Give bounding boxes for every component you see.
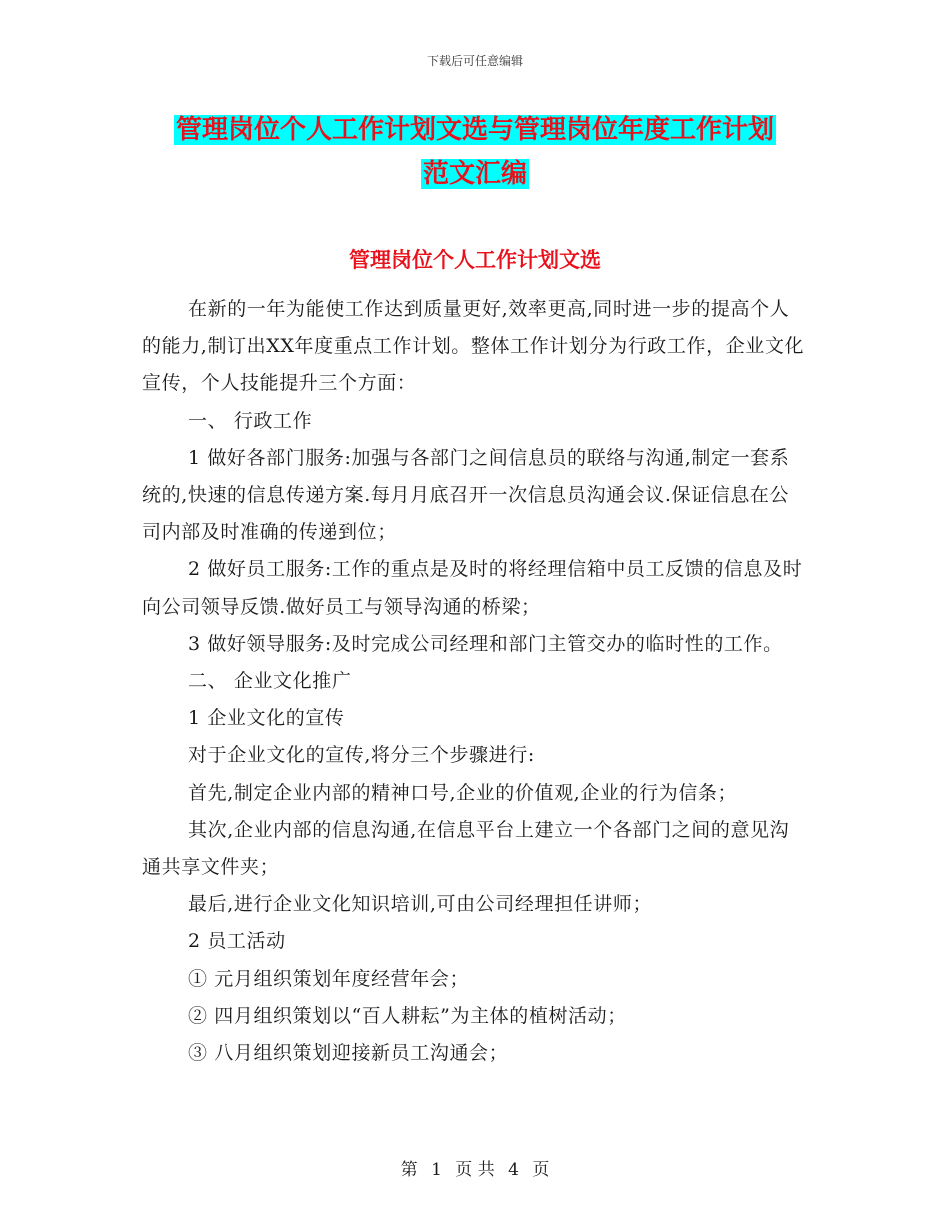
header-note: 下载后可任意编辑	[426, 54, 523, 68]
document-body	[142, 291, 808, 1072]
paragraph: 2 员工活动	[188, 930, 286, 953]
paragraph: 一、 行政工作	[188, 409, 313, 432]
paragraph: 在新的一年为能使工作达到质量更好,效率更高,同时进一步的提高个人的能力,制订出XX年度重点工作计划。整体工作计划分为行政工作，企业文化宣传，个人技能提升三个方面：	[142, 298, 805, 395]
paragraph: 1 做好各部门服务:加强与各部门之间信息员的联络与沟通,制定一套系统的,快速的信息传递方案.每月月底召开一次信息员沟通会议.保证信息在公司内部及时准确的传递到位；	[142, 446, 790, 544]
paragraph: 3 做好领导服务:及时完成公司经理和部门主管交办的临时性的工作。	[188, 632, 783, 655]
total-pages: 4	[508, 1160, 519, 1180]
paragraph: ① 元月组织策划年度经营年会；	[188, 967, 470, 990]
paragraph: ② 四月组织策划以“百人耕耘”为主体的植树活动；	[188, 1004, 627, 1027]
paragraph: 首先,制定企业内部的精神口号,企业的价值观,企业的行为信条；	[188, 781, 738, 804]
paragraph: ③ 八月组织策划迎接新员工沟通会；	[188, 1042, 509, 1065]
footer-label-of: 页 共	[455, 1160, 495, 1180]
paragraph: 2 做好员工服务:工作的重点是及时的将经理信箱中员工反馈的信息及时向公司领导反馈.做好员工与领导沟通的桥梁；	[142, 558, 803, 618]
document-title	[140, 108, 810, 196]
document-title-line-1: 管理岗位个人工作计划文选与管理岗位年度工作计划	[175, 115, 774, 145]
paragraph: 对于企业文化的宣传,将分三个步骤进行:	[188, 744, 535, 767]
paragraph: 1 企业文化的宣传	[188, 707, 345, 730]
section-title: 管理岗位个人工作计划文选	[349, 248, 601, 272]
document-title-line-2: 范文汇编	[422, 159, 527, 189]
paragraph: 其次,企业内部的信息沟通,在信息平台上建立一个各部门之间的意见沟通共享文件夹；	[142, 818, 790, 879]
page-footer	[0, 1155, 950, 1180]
paragraph: 二、 企业文化推广	[188, 670, 352, 693]
footer-label-end: 页	[532, 1160, 550, 1180]
paragraph: 最后,进行企业文化知识培训,可由公司经理担任讲师；	[188, 893, 653, 916]
page-number: 1	[431, 1160, 442, 1180]
footer-label-page: 第	[400, 1160, 418, 1180]
